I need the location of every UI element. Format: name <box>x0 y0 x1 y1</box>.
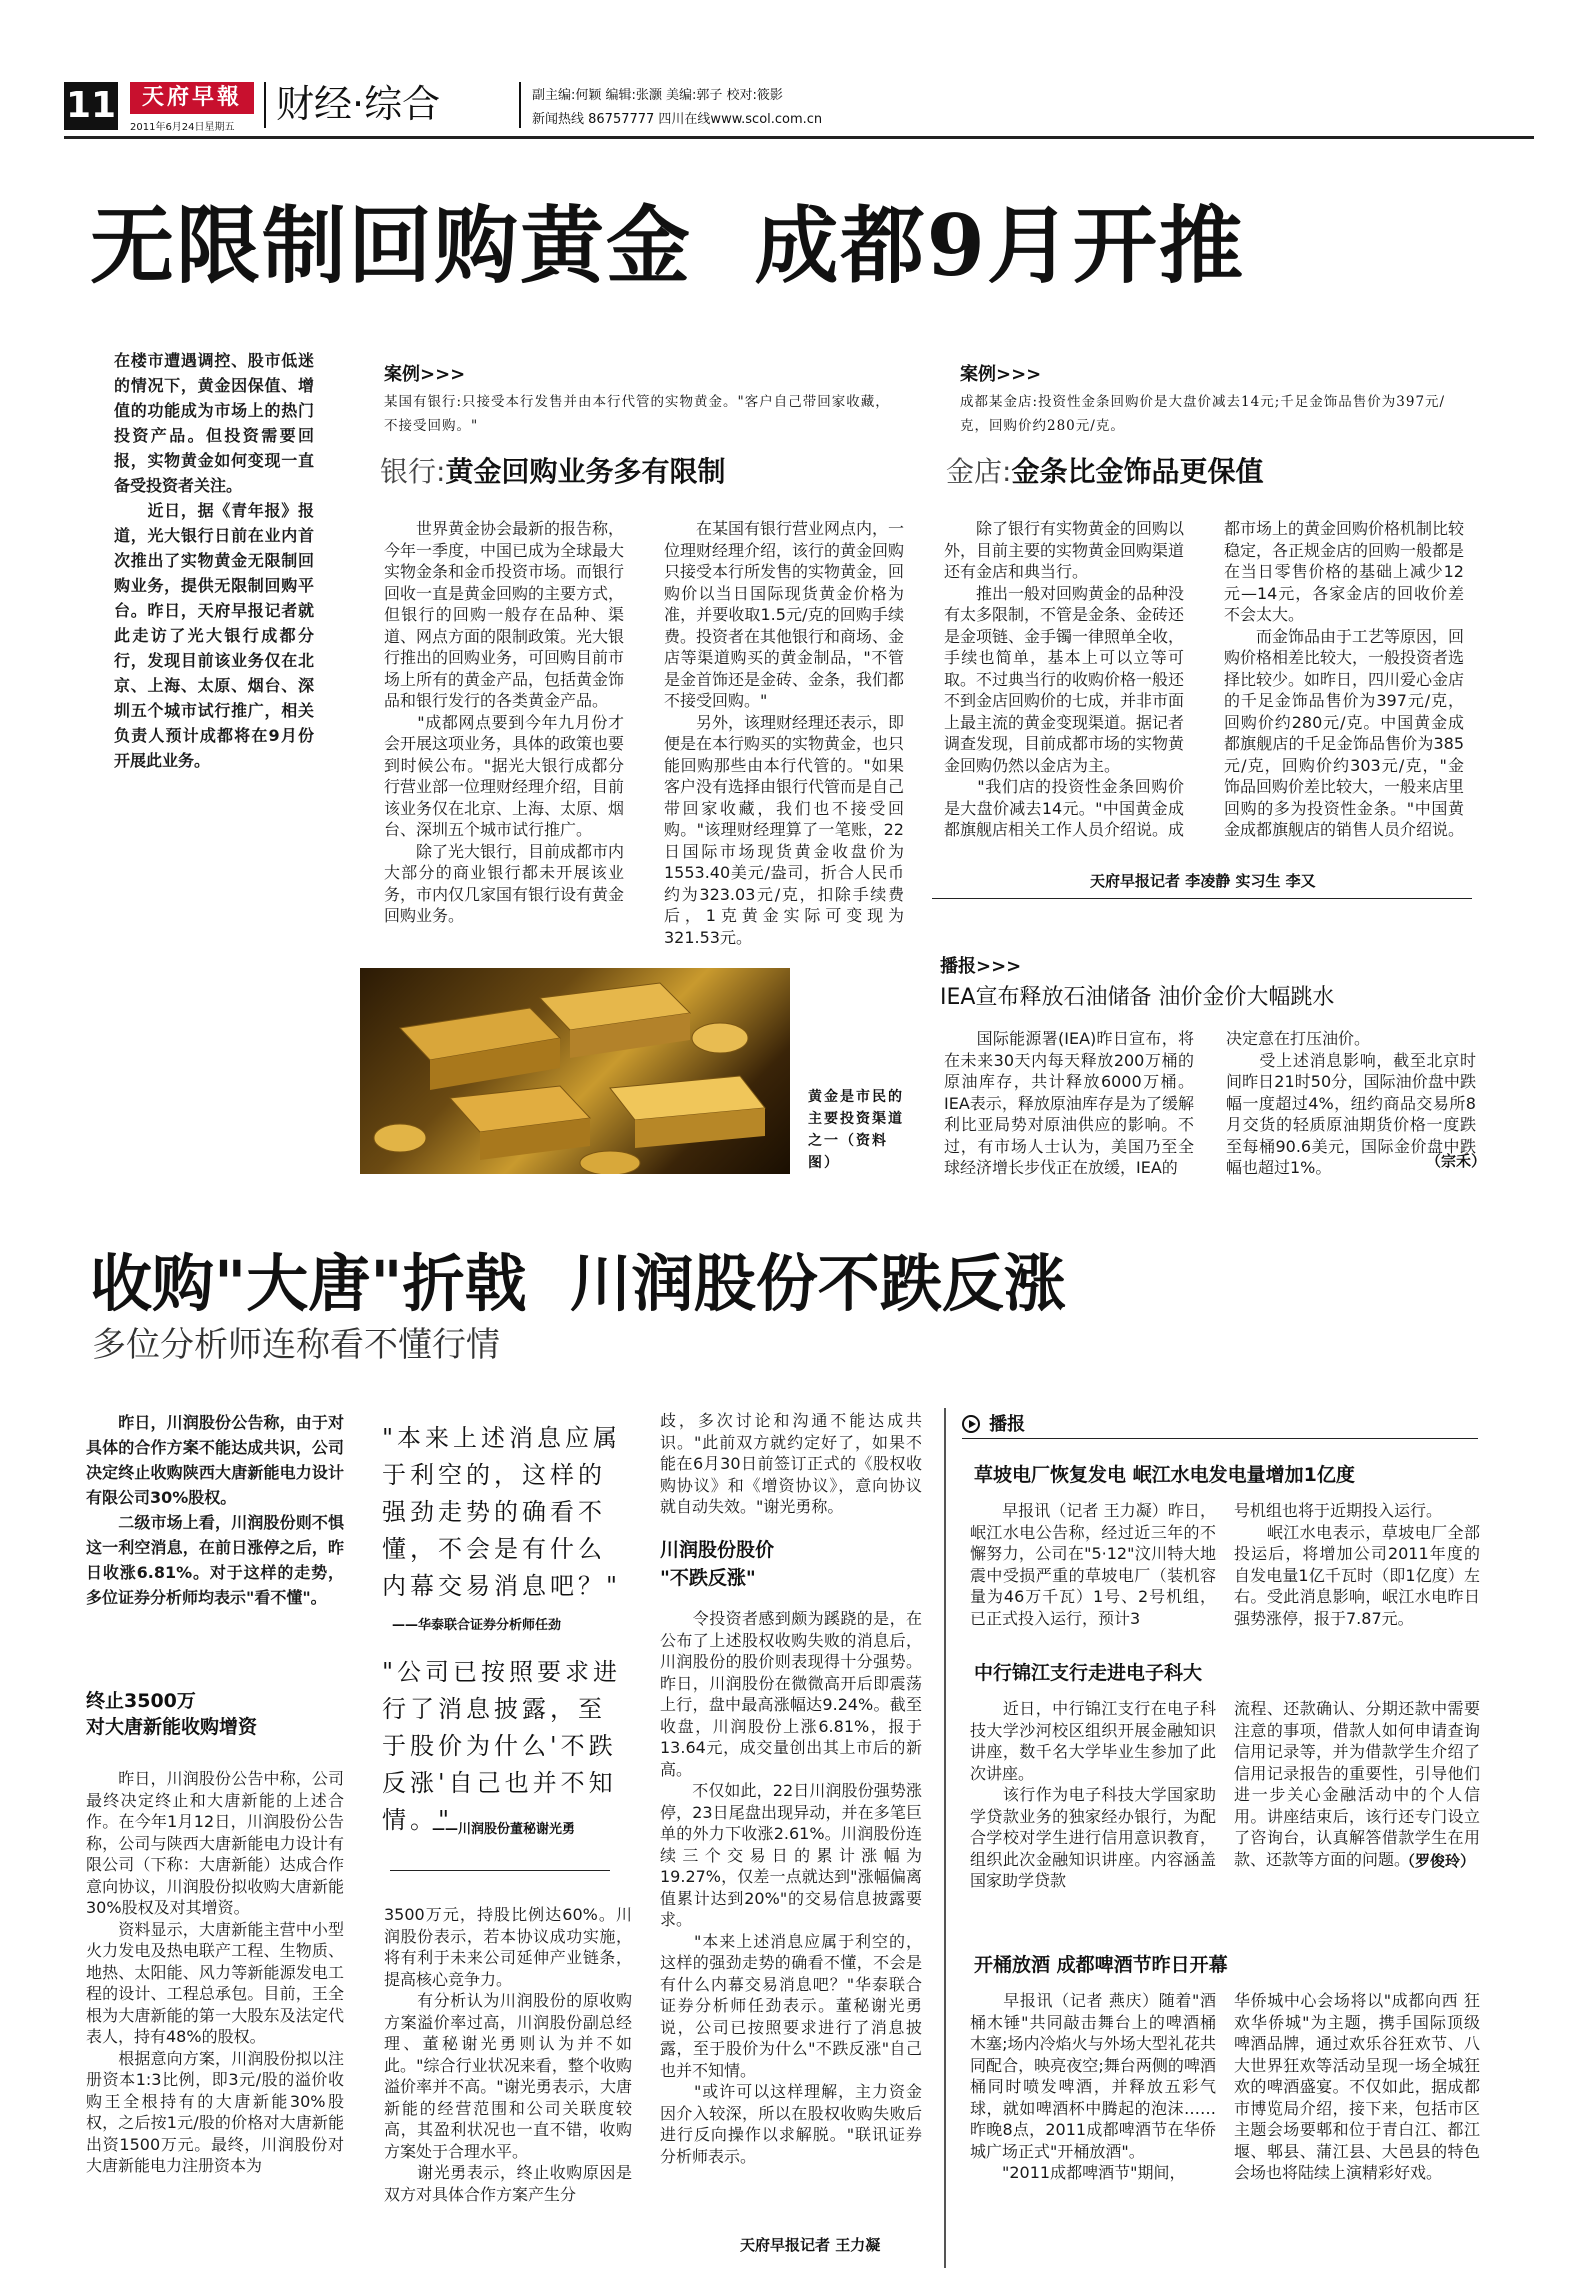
photo-caption: 黄金是市民的主要投资渠道之一（资料图） <box>808 1089 904 1171</box>
store-case-label: 案例>>> <box>960 364 1042 385</box>
section-title: 财经·综合 <box>276 82 441 126</box>
store-subhead-text: 金条比金饰品更保值 <box>1011 455 1264 488</box>
story1-byline: 天府早报记者 李凌静 实习生 李又 <box>1090 872 1316 890</box>
briefs-label: 播报 <box>989 1414 1026 1435</box>
pull-quote-1-source: ——华泰联合证券分析师任劲 <box>392 1618 562 1633</box>
brief1-col-2: 号机组也将于近期投入运行。 岷江水电表示，草坡电厂全部投运后，将增加公司2011年度的自发电量1亿千瓦时（即1亿度）左右。受此消息影响，岷江水电昨日强势涨停，报于7.87元。 <box>1234 1501 1480 1628</box>
brief2-col-2: 流程、还款确认、分期还款中需要注意的事项，借款人如何申请查询信用记录等，并为借款学生介绍了信用记录报告的重要性，引导他们进一步关心金融活动中的个人信用。讲座结束后，该行还专门设立了咨询台，认真解答借款学生在用款、还款等方面的问题。 <box>1234 1699 1480 1869</box>
story2-lead: 昨日，川润股份公告称，由于对具体的合作方案不能达成共识，公司决定终止收购陕西大唐新能电力设计有限公司30%股权。 二级市场上看，川润股份则不惧这一利空消息，在前日涨停之后，昨日收涨6.81%。对于这样的走势，多位证券分析师均表示"看不懂"。 <box>86 1413 344 1607</box>
iea-sign: （宗禾） <box>1426 1152 1487 1170</box>
store-subhead-tag: 金店: <box>946 455 1012 488</box>
bank-case-text: 某国有银行:只接受本行发售并由本行代管的实物黄金。"客户自己带回家收藏，不接受回购。" <box>384 394 890 434</box>
bank-subhead-tag: 银行: <box>380 455 446 488</box>
masthead <box>64 80 1534 135</box>
editor-credits: 副主编:何颖 编辑:张灏 美编:郭子 校对:筱影 <box>532 88 783 103</box>
gold-bar <box>540 983 690 1058</box>
gold-coin <box>580 1151 640 1174</box>
bank-subhead-text: 黄金回购业务多有限制 <box>445 455 726 488</box>
gold-bar <box>400 1008 560 1090</box>
pull-quote-2: "公司已按照要求进行了消息披露，至于股价为什么'不跌反涨'自己也并不知情。" <box>382 1658 622 1834</box>
story2-col-b: 3500万元，持股比例达60%。川润股份表示，若本协议成功实施，将有利于未来公司延伸产业链条，提高核心竞争力。 有分析认为川润股份的原收购方案溢价率过高，川润股份副总经理、董秘谢光勇则认为并不如此。"综合行业状况来看，整个收购溢价率并不高。"谢光勇表示，大唐新能的经营范围和公司关联度较高，其盈利状况也一直不错，收购方案处于合理水平。 谢光勇表示，终止收购原因是双方对具体合作方案产生分 <box>384 1905 632 2204</box>
briefs-rule <box>962 1438 1478 1439</box>
bank-subhead <box>380 452 900 492</box>
brief3-col-1: 早报讯（记者 燕庆）随着"酒桶木锤"共同敲击舞台上的啤酒桶木塞;场内冷焰火与外场大型礼花共同配合，映亮夜空;舞台两侧的啤酒桶同时喷发啤酒，并释放五彩气球，就如啤酒杯中腾起的泡沫……昨晚8点，2011成都啤酒节在华侨城广场正式"开桶放酒"。 "2011成都啤酒节"期间， <box>970 1991 1216 2182</box>
newspaper-logo: 天府早報 <box>130 82 254 114</box>
story2-sub1: 终止3500万 对大唐新能收购增资 <box>86 1690 258 1738</box>
pull-quote-1: "本来上述消息应属于利空的，这样的强劲走势的确看不懂，不会是有什么内幕交易消息吧？" <box>382 1424 622 1600</box>
brief3-col-2: 华侨城中心会场将以"成都向西 狂欢华侨城"为主题，携手国际顶级啤酒品牌，通过欢乐谷狂欢节、八大世界狂欢等活动呈现一场全城狂欢的啤酒盛宴。不仅如此，据成都市博览局介绍，接下来，包括市区主题会场要郫和位于青白江、都江堰、郫县、蒲江县、大邑县的特色会场也将陆续上演精彩好戏。 <box>1234 1991 1480 2182</box>
gold-coin <box>374 1124 426 1152</box>
story2-byline: 天府早报记者 王力凝 <box>740 2236 881 2254</box>
iea-col-1: 国际能源署(IEA)昨日宣布，将在未来30天内每天释放200万桶的原油库存，共计释放6000万桶。IEA表示，释放原油库存是为了缓解利比亚局势对原油供应的影响。不过，有市场人士认为，美国乃至全球经济增长步伐正在放缓，IEA的 <box>944 1029 1194 1177</box>
story2-sub2: 川润股份股价 "不跌反涨" <box>660 1539 775 1589</box>
issue-date: 2011年6月24日星期五 <box>130 122 235 133</box>
gold-coin <box>692 1023 748 1053</box>
brief1-col-1: 早报讯（记者 王力凝）昨日，岷江水电公告称，经过近三年的不懈努力，公司在"5·12"汶川特大地震中受损严重的草坡电厂（装机容量为46万千瓦）1号、2号机组，已正式投入运行，预计3 <box>970 1501 1216 1628</box>
play-icon <box>962 1415 980 1433</box>
iea-label: 播报>>> <box>940 956 1022 977</box>
bank-col-1: 世界黄金协会最新的报告称，今年一季度，中国已成为全球最大实物金条和金币投资市场。而银行回收一直是黄金回购的主要方式，但银行的回购一般存在品种、渠道、网点方面的限制政策。光大银行推出的回购业务，可回购目前市场上所有的黄金产品，包括黄金饰品和银行发行的各类黄金产品。 "成都网点要到今年九月份才会开展这项业务，具体的政策也要到时候公布。"据光大银行成都分行营业部一位理财经理介绍，目前该业务仅在北京、上海、太原、烟台、深圳五个城市试行推广。 除了光大银行，目前成都市内大部分的商业银行都未开展该业务，市内仅几家国有银行设有黄金回购业务。 <box>384 519 625 925</box>
gold-bars-illustration <box>360 968 790 1174</box>
page-number: 11 <box>64 82 118 130</box>
story2-col-c2: 令投资者感到颇为蹊跷的是，在公布了上述股权收购失败的消息后，川润股份的股价则表现得十分强势。昨日，川润股份在微微高开后即震荡上行，盘中最高涨幅达9.24%。截至收盘，川润股份上涨6.81%，报于13.64元，成交量创出其上市后的新高。 不仅如此，22日川润股份强势涨停，23日尾盘出现异动，并在多笔巨单的外力下收涨2.61%。川润股份连续三个交易日的累计涨幅为19.27%，仅差一点就达到"涨幅偏离值累计达到20%"的交易信息披露要求。 "本来上述消息应属于利空的，这样的强劲走势的确看不懂，不会是有什么内幕交易消息吧？"华泰联合证券分析师任劲表示。董秘谢光勇说，公司已按照要求进行了消息披露，至于股价为什么"不跌反涨"自己也并不知情。 "或许可以这样理解，主力资金因介入较深，所以在股权收购失败后进行反向操作以求解脱。"联讯证券分析师表示。 <box>660 1609 922 2166</box>
story2-col-c1: 歧，多次讨论和沟通不能达成共识。"此前双方就约定好了，如果不能在6月30日前签订正式的《股权收购协议》和《增资协议》，意向协议就自动失效。"谢光勇称。 <box>660 1411 922 1516</box>
play-triangle-icon <box>965 1417 979 1431</box>
pull-quote-2-source: ——川润股份董秘谢光勇 <box>432 1822 576 1837</box>
briefs-divider <box>944 1408 946 2268</box>
gold-bar <box>450 1086 590 1160</box>
story2-col-a: 昨日，川润股份公告中称，公司最终决定终止和大唐新能的上述合作。在今年1月12日，川润股份公告称，公司与陕西大唐新能电力设计有限公司（下称：大唐新能）达成合作意向协议，川润股份拟收购大唐新能30%股权及对其增资。 资料显示，大唐新能主营中小型火力发电及热电联产工程、生物质、地热、太阳能、风力等新能源发电工程的设计、工程总承包。目前，王全根为大唐新能的第一大股东及法定代表人，持有48%的股权。 根据意向方案，川润股份拟以注册资本1:3比例，即3元/股的溢价收购王全根持有的大唐新能30%股权，之后按1元/股的价格对大唐新能出资1500万元。最终，川润股份对大唐新能电力注册资本为 <box>86 1769 344 2175</box>
column-rule <box>932 898 1472 899</box>
masthead-rule <box>64 136 1534 139</box>
brief2-sign: （罗俊玲） <box>1400 1852 1476 1870</box>
store-col-2: 都市场上的黄金回购价格机制比较稳定，各正规金店的回购一般都是在当日零售价格的基础上减少12元—14元，各家金店的回收价差不会太大。 而金饰品由于工艺等原因，回购价格相差比较大，一般投资者选择比较少。如昨日，四川爱心金店的千足金饰品售价为397元/克，回购价约280元/克。中国黄金成都旗舰店的千足金饰品售价为385元/克，回购价约303元/克，"金饰品回购价差比较大，一般来店里回购的多为投资性金条。"中国黄金成都旗舰店的销售人员介绍说。 <box>1224 519 1465 839</box>
story1-lead: 在楼市遭遇调控、股市低迷的情况下，黄金因保值、增值的功能成为市场上的热门投资产品。但投资需要回报，实物黄金如何变现一直备受投资者关注。 近日，据《青年报》报道，光大银行日前在业内首次推出了实物黄金无限制回购业务，提供无限制回购平台。昨日，天府早报记者就此走访了光大银行成都分行，发现目前该业务仅在北京、上海、太原、烟台、深圳五个城市试行推广，相关负责人预计成都将在9月份开展此业务。 <box>114 351 314 770</box>
gold-photo <box>360 968 790 1174</box>
brief3-headline: 开桶放酒 成都啤酒节昨日开幕 <box>974 1954 1228 1976</box>
divider <box>519 82 521 128</box>
story2-subhead: 多位分析师连称看不懂行情 <box>92 1325 500 1365</box>
divider <box>264 82 266 128</box>
store-case-text: 成都某金店:投资性金条回购价是大盘价减去14元;千足金饰品售价为397元/克，回购价约280元/克。 <box>960 394 1446 434</box>
iea-headline: IEA宣布释放石油储备 油价金价大幅跳水 <box>940 985 1335 1010</box>
store-subhead <box>946 452 1466 492</box>
story2-headline: 收购"大唐"折戟 川润股份不跌反涨 <box>90 1247 1066 1320</box>
quote-rule <box>390 1870 610 1871</box>
store-col-1: 除了银行有实物黄金的回购以外，目前主要的实物黄金回购渠道还有金店和典当行。 推出一般对回购黄金的品种没有太多限制，不管是金条、金砖还是金项链、金手镯一律照单全收，手续也简单，基本上可以立等可取。不过典当行的收购价格一般还不到金店回购价的七成，并非市面上最主流的黄金变现渠道。据记者调查发现，目前成都市场的实物黄金回购仍然以金店为主。 "我们店的投资性金条回购价是大盘价减去14元。"中国黄金成都旗舰店相关工作人员介绍说。成 <box>944 519 1185 839</box>
gold-bar <box>610 1076 765 1148</box>
story1-headline: 无限制回购黄金 成都9月开推 <box>90 196 1245 295</box>
bank-col-2: 在某国有银行营业网点内，一位理财经理介绍，该行的黄金回购只接受本行所发售的实物黄金，回购价以当日国际现货黄金价格为准，并要收取1.5元/克的回购手续费。投资者在其他银行和商场、金店等渠道购买的黄金制品，"不管是金首饰还是金砖、金条，我们都不接受回购。" 另外，该理财经理还表示，即便是在本行购买的实物黄金，也只能回购那些由本行代管的。"如果客户没有选择由银行代管而是自己带回家收藏，我们也不接受回购。"该理财经理算了一笔账，22日国际市场现货黄金收盘价为1553.40美元/盎司，折合人民币约为323.03元/克，扣除手续费后，1克黄金实际可变现为321.53元。 <box>664 519 905 947</box>
briefs-header <box>962 1410 1478 1436</box>
iea-col-2: 决定意在打压油价。 受上述消息影响，截至北京时间昨日21时50分，国际油价盘中跌幅一度超过4%，纽约商品交易所8月交货的轻质原油期货价格一度跌至每桶90.6美元，国际金价盘中跌幅也超过1%。 <box>1226 1029 1476 1177</box>
bank-case-label: 案例>>> <box>384 364 466 385</box>
brief1-headline: 草坡电厂恢复发电 岷江水电发电量增加1亿度 <box>974 1464 1355 1486</box>
news-hotline: 新闻热线 86757777 四川在线www.scol.com.cn <box>532 112 823 127</box>
brief2-col-1: 近日，中行锦江支行在电子科技大学沙河校区组织开展金融知识讲座，数千名大学毕业生参加了此次讲座。 该行作为电子科技大学国家助学贷款业务的独家经办银行，为配合学校对学生进行信用意识教育，组织此次金融知识讲座。内容涵盖国家助学贷款 <box>970 1699 1216 1890</box>
brief2-headline: 中行锦江支行走进电子科大 <box>974 1662 1203 1684</box>
